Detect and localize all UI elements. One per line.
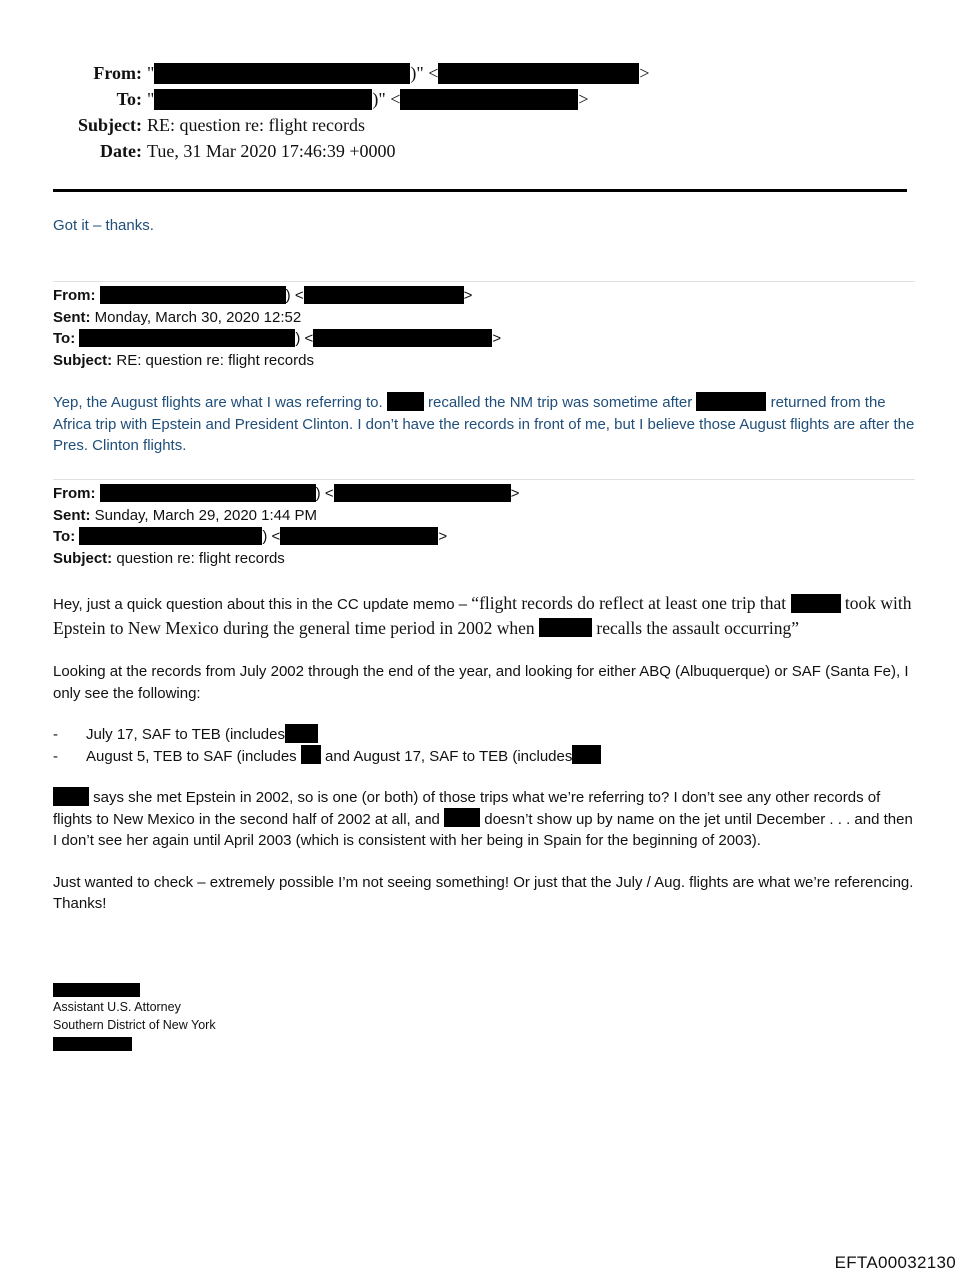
redaction (280, 527, 438, 545)
paragraph-2: Looking at the records from July 2002 through the end of the year, and looking for either ABQ (Albuquerque) or SAF (Santa Fe), I only see the following: (53, 663, 909, 702)
redaction (100, 484, 316, 502)
subject-value: question re: flight records (116, 549, 285, 567)
message-3-header (53, 483, 519, 569)
subject-row: Subject: question re: flight records (53, 549, 285, 567)
date-label: Date: (100, 141, 142, 161)
redaction (53, 787, 89, 806)
from-row: From: ) < > (53, 287, 473, 304)
flight-item: - July 17, SAF to TEB (includes (53, 724, 915, 746)
redaction (53, 983, 140, 997)
sent-value: Sunday, March 29, 2020 1:44 PM (94, 506, 318, 524)
redaction (400, 89, 578, 110)
to-row: To: ) < > (53, 330, 502, 347)
signature-block (53, 980, 216, 1052)
subject-value: RE: question re: flight records (116, 351, 314, 369)
message-2-header (53, 285, 501, 371)
from-row: From: ) < > (53, 485, 520, 502)
signature-title: Assistant U.S. Attorney (53, 1000, 181, 1014)
message-divider (53, 281, 915, 282)
redaction (696, 392, 766, 411)
redaction (438, 63, 639, 84)
redaction (301, 745, 321, 764)
signature-office: Southern District of New York (53, 1018, 216, 1032)
paragraph-1: Hey, just a quick question about this in the CC update memo – “flight records do reflect at least one trip that took with Epstein to New Mexico during the general time period in 2002 when recalls the assault occurring” (53, 593, 912, 638)
reply-body: Got it – thanks. (53, 217, 154, 234)
flight-list (53, 724, 915, 767)
redaction (154, 89, 372, 110)
redaction (304, 286, 464, 304)
to-label: To: (116, 89, 142, 109)
sent-value: Monday, March 30, 2020 12:52 (94, 308, 302, 326)
redaction (79, 527, 262, 545)
redaction (387, 392, 424, 411)
flight-item: - August 5, TEB to SAF (includes and August 17, SAF to TEB (includes (53, 746, 915, 768)
redaction (79, 329, 295, 347)
sent-row: Sent: Monday, March 30, 2020 12:52 (53, 308, 302, 326)
message-divider (53, 479, 915, 480)
redaction (334, 484, 511, 502)
redaction (100, 286, 286, 304)
from-label: From: (93, 63, 142, 83)
subject-value: RE: question re: flight records (147, 115, 365, 135)
redaction (572, 745, 601, 764)
header-divider (53, 189, 907, 192)
message-2-body: Yep, the August flights are what I was referring to. recalled the NM trip was sometime after returned from the Africa trip with Epstein and President Clinton. I don’t have the records in front of me, but I believe those August flights are after the Pres. Clinton flights. (53, 392, 915, 457)
redaction (791, 594, 841, 613)
redaction (285, 724, 318, 743)
redaction (444, 808, 480, 827)
message-3-body (53, 592, 915, 915)
redaction (539, 618, 592, 637)
subject-row: Subject: RE: question re: flight records (53, 351, 314, 369)
redaction (53, 1037, 132, 1051)
sent-row: Sent: Sunday, March 29, 2020 1:44 PM (53, 506, 318, 524)
paragraph-3: says she met Epstein in 2002, so is one (or both) of those trips what we’re referring to? I don’t see any other records of flights to New Mexico in the second half of 2002 at all, and doesn’t show up by name on the jet until December . . . and then I don’t see her again until April 2003 (which is consistent with her being in Spain for the beginning of 2003). (53, 787, 915, 852)
redaction (154, 63, 410, 84)
redaction (313, 329, 492, 347)
paragraph-4: Just wanted to check – extremely possible I’m not seeing something! Or just that the July / Aug. flights are what we’re referencing. Thanks! (53, 873, 914, 912)
to-row: To: ) < > (53, 528, 448, 545)
document-id: EFTA00032130 (834, 1253, 956, 1272)
subject-label: Subject: (78, 115, 142, 135)
date-value: Tue, 31 Mar 2020 17:46:39 +0000 (147, 141, 396, 161)
